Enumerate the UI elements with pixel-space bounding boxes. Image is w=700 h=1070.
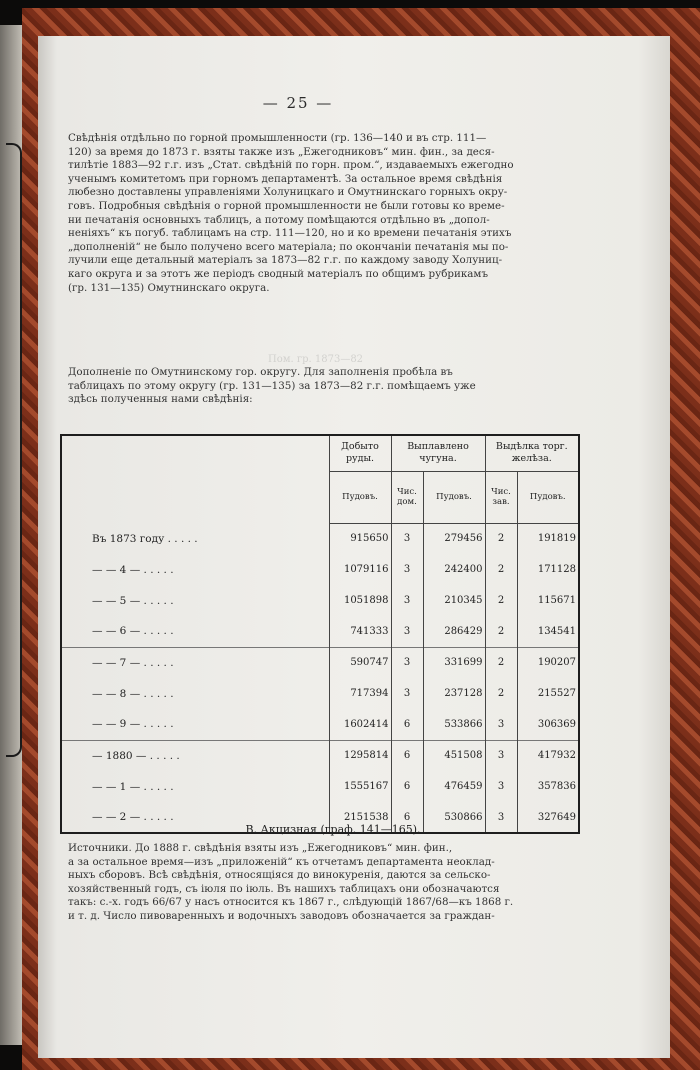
text-line: ученымъ комитетомъ при горномъ департаментѣ. За остальное время свѣдѣнія bbox=[68, 172, 503, 185]
cell-ore: 590747 bbox=[329, 647, 391, 678]
cell-plants: 2 bbox=[485, 523, 517, 554]
text-line: любезно доставлены управленіями Холуницкаго и Омутнинскаго горныхъ окру- bbox=[68, 186, 508, 199]
cell-steel: 115671 bbox=[517, 585, 579, 616]
table-row bbox=[61, 678, 579, 709]
cell-steel: 357836 bbox=[517, 771, 579, 802]
cell-plants: 2 bbox=[485, 554, 517, 585]
cell-year: — — 4 — . . . . . bbox=[92, 563, 174, 576]
cell-plants: 2 bbox=[485, 678, 517, 709]
cell-plants: 2 bbox=[485, 647, 517, 678]
subheader-ore-pud: Пудовъ. bbox=[329, 471, 391, 523]
cell-plants: 3 bbox=[485, 802, 517, 833]
cell-year: — — 2 — . . . . . bbox=[92, 811, 174, 823]
cell-furnaces: 6 bbox=[391, 740, 423, 771]
cell-ore: 717394 bbox=[329, 678, 391, 709]
cell-steel: 190207 bbox=[517, 647, 579, 678]
cell-iron: 286429 bbox=[423, 616, 485, 647]
text-line: хозяйственный годъ, съ іюля по іюль. Въ нашихъ таблицахъ они обозначаются bbox=[68, 882, 500, 895]
sources-paragraph bbox=[68, 842, 578, 924]
cell-iron: 210345 bbox=[423, 585, 485, 616]
cell-iron: 476459 bbox=[423, 771, 485, 802]
text-line: лучили еще детальный матеріалъ за 1873—82 г.г. по каждому заводу Холуниц- bbox=[68, 254, 503, 267]
cell-year: — 1880 — . . . . . bbox=[61, 740, 329, 771]
table-row bbox=[61, 771, 579, 802]
table-row bbox=[61, 585, 579, 616]
book-binding bbox=[22, 8, 700, 1070]
cell-furnaces: 3 bbox=[391, 678, 423, 709]
cell-plants: 3 bbox=[485, 771, 517, 802]
text-line: Дополненіе по Омутнинскому гор. округу. Для заполненія пробѣла въ bbox=[68, 366, 453, 378]
cell-iron: 451508 bbox=[423, 740, 485, 771]
cell-year: — — 9 — . . . . . bbox=[92, 718, 174, 731]
cell-ore: 1602414 bbox=[329, 709, 391, 740]
text-line: здѣсь полученныя нами свѣдѣнія: bbox=[68, 393, 253, 406]
cell-year: — — 8 — . . . . . bbox=[92, 687, 174, 700]
cell-furnaces: 3 bbox=[391, 647, 423, 678]
cell-plants: 2 bbox=[485, 616, 517, 647]
cell-year: — — 1 — . . . . . bbox=[92, 780, 174, 793]
table-row bbox=[61, 709, 579, 740]
cell-furnaces: 3 bbox=[391, 585, 423, 616]
header-iron: Выплавлено чугуна. bbox=[391, 435, 485, 471]
section-title: В. Акцизная (граф. 141—165). bbox=[245, 823, 421, 836]
cell-year: — — 7 — . . . . . bbox=[61, 647, 329, 678]
cell-furnaces: 3 bbox=[391, 523, 423, 554]
cell-year: — — 5 — . . . . . bbox=[92, 594, 174, 607]
facing-page-bracket bbox=[6, 143, 22, 757]
text-line: таблицахъ по этому округу (гр. 131—135) за 1873—82 г.г. помѣщаемъ уже bbox=[68, 379, 476, 392]
cell-iron: 530866 bbox=[423, 802, 485, 833]
text-line: тилѣтіе 1883—92 г.г. изъ „Стат. свѣдѣній по горн. пром.“, издаваемыхъ ежегодно bbox=[68, 159, 514, 172]
addition-paragraph bbox=[68, 366, 578, 407]
table-row bbox=[61, 647, 579, 678]
cell-plants: 3 bbox=[485, 709, 517, 740]
cell-furnaces: 6 bbox=[391, 709, 423, 740]
cell-iron: 279456 bbox=[423, 523, 485, 554]
cell-ore: 1555167 bbox=[329, 771, 391, 802]
cell-furnaces: 3 bbox=[391, 616, 423, 647]
cell-iron: 242400 bbox=[423, 554, 485, 585]
subheader-iron-pud: Пудовъ. bbox=[423, 471, 485, 523]
text-line: ни печатанія основныхъ таблицъ, а потому помѣщаются отдѣльно въ „допол- bbox=[68, 213, 490, 226]
cell-year: Въ 1873 году . . . . . bbox=[92, 532, 198, 545]
cell-year: — — 6 — . . . . . bbox=[92, 625, 174, 638]
header-steel: Выдѣлка торг. желѣза. bbox=[485, 435, 579, 471]
table-row bbox=[61, 523, 579, 554]
text-line: „дополненій“ не было получено всего матеріала; по окончаніи печатанія мы по- bbox=[68, 240, 509, 253]
subheader-steel-pud: Пудовъ. bbox=[517, 471, 579, 523]
text-line: Свѣдѣнія отдѣльно по горной промышленности (гр. 136—140 и въ стр. 111— bbox=[68, 132, 487, 144]
cell-steel: 134541 bbox=[517, 616, 579, 647]
text-line: такъ: с.-х. годъ 66/67 у насъ относится къ 1867 г., слѣдующій 1867/68—къ 1868 г. bbox=[68, 896, 514, 909]
bleed-through-text: Пом. гр. 1873—82 bbox=[268, 354, 364, 365]
text-line: ныхъ сборовъ. Всѣ свѣдѣнія, относящіяся до винокуренія, даются за сельско- bbox=[68, 869, 491, 882]
text-line: (гр. 131—135) Омутнинскаго округа. bbox=[68, 281, 270, 294]
cell-steel: 171128 bbox=[517, 554, 579, 585]
intro-paragraph bbox=[68, 132, 578, 295]
table-row bbox=[61, 554, 579, 585]
header-ore: Добыто руды. bbox=[329, 435, 391, 471]
text-line: Источники. До 1888 г. свѣдѣнія взяты изъ „Ежегодниковъ“ мин. фин., bbox=[68, 842, 453, 854]
table-row bbox=[61, 740, 579, 771]
cell-ore: 1051898 bbox=[329, 585, 391, 616]
subheader-furnaces: Чис. дом. bbox=[391, 471, 423, 523]
cell-steel: 306369 bbox=[517, 709, 579, 740]
table-row bbox=[61, 616, 579, 647]
cell-plants: 3 bbox=[485, 740, 517, 771]
cell-ore: 1079116 bbox=[329, 554, 391, 585]
text-line: 120) за время до 1873 г. взяты также изъ „Ежегодниковъ“ мин. фин., за деся- bbox=[68, 145, 495, 158]
cell-ore: 1295814 bbox=[329, 740, 391, 771]
text-line: неніяхъ“ къ погуб. таблицамъ на стр. 111—120, но и ко времени печатанія этихъ bbox=[68, 227, 512, 240]
cell-furnaces: 6 bbox=[391, 771, 423, 802]
page-number: — 25 — bbox=[262, 94, 334, 112]
book-page bbox=[38, 36, 670, 1058]
table-corner bbox=[61, 435, 329, 523]
text-line: и т. д. Число пивоваренныхъ и водочныхъ заводовъ обозначается за граждан- bbox=[68, 909, 495, 922]
cell-ore: 2151538 bbox=[329, 802, 391, 833]
cell-steel: 327649 bbox=[517, 802, 579, 833]
cell-iron: 237128 bbox=[423, 678, 485, 709]
cell-furnaces: 3 bbox=[391, 554, 423, 585]
cell-steel: 215527 bbox=[517, 678, 579, 709]
cell-steel: 191819 bbox=[517, 523, 579, 554]
ore-iron-table bbox=[60, 434, 580, 834]
text-line: говъ. Подробныя свѣдѣнія о горной промышленности не были готовы ко време- bbox=[68, 199, 505, 212]
cell-steel: 417932 bbox=[517, 740, 579, 771]
cell-plants: 2 bbox=[485, 585, 517, 616]
subheader-plants: Чис. зав. bbox=[485, 471, 517, 523]
cell-furnaces: 6 bbox=[391, 802, 423, 833]
cell-iron: 533866 bbox=[423, 709, 485, 740]
text-line: каго округа и за этотъ же періодъ сводный матеріалъ по общимъ рубрикамъ bbox=[68, 267, 488, 280]
text-line: а за остальное время—изъ „приложеній“ къ отчетамъ департамента неоклад- bbox=[68, 855, 495, 868]
cell-iron: 331699 bbox=[423, 647, 485, 678]
cell-ore: 741333 bbox=[329, 616, 391, 647]
cell-ore: 915650 bbox=[329, 523, 391, 554]
